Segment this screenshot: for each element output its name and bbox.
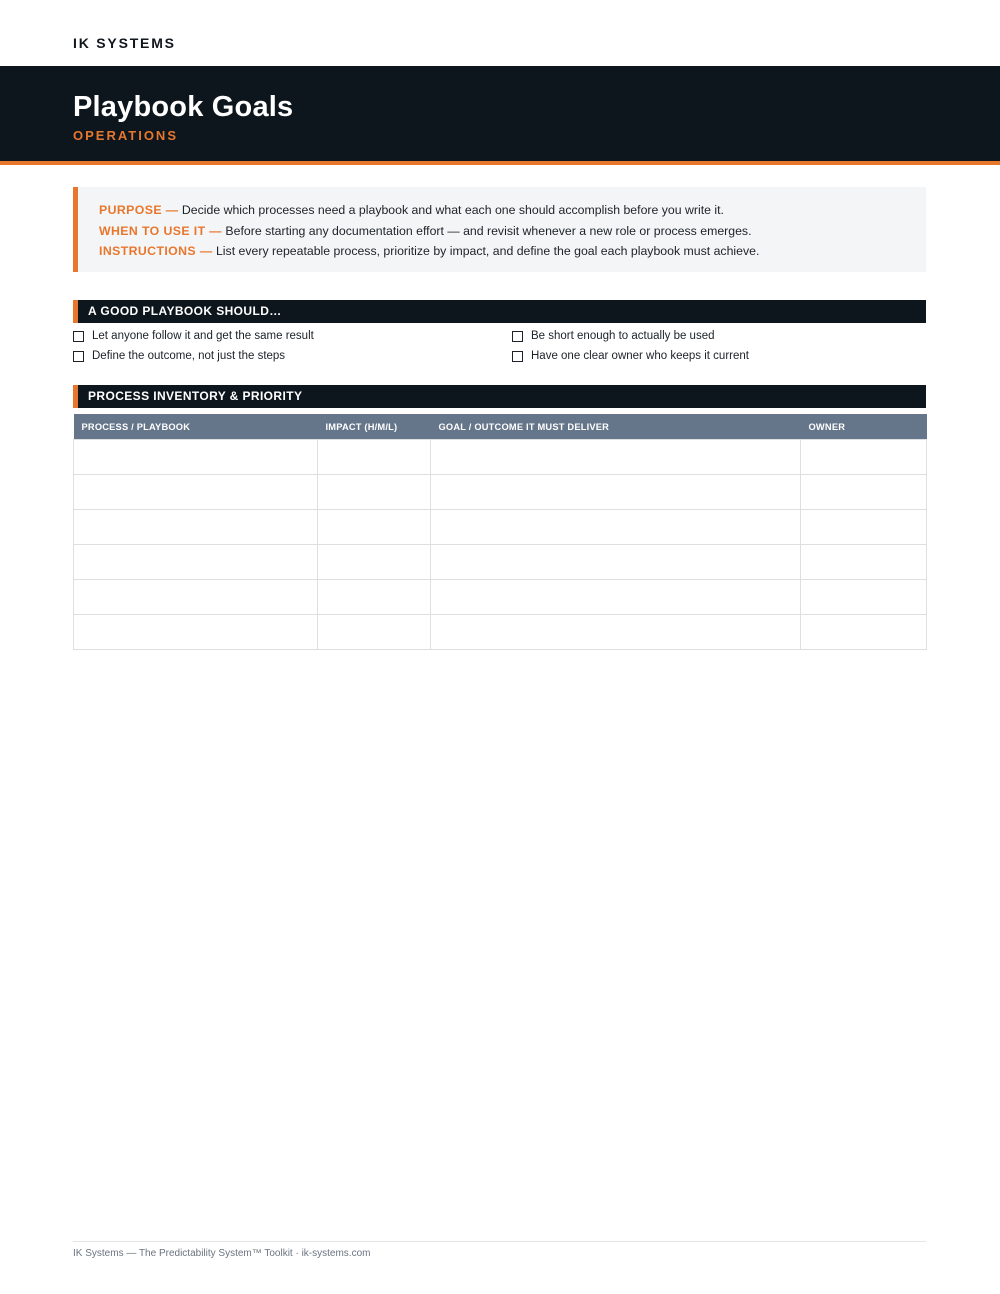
column-header: IMPACT (H/M/L) — [318, 414, 431, 440]
table-cell[interactable] — [801, 440, 927, 475]
table-row — [74, 440, 927, 475]
table-cell[interactable] — [801, 475, 927, 510]
table-row — [74, 475, 927, 510]
table-cell[interactable] — [318, 545, 431, 580]
when-line — [99, 221, 926, 242]
instructions-text: List every repeatable process, prioritize by impact, and define the goal each playbook must achieve. — [215, 244, 760, 258]
purpose-line — [99, 200, 926, 221]
when-label: WHEN TO USE IT — — [99, 223, 222, 238]
table-cell[interactable] — [74, 615, 318, 650]
table-cell[interactable] — [318, 615, 431, 650]
footer-divider — [73, 1241, 926, 1242]
title-banner — [0, 66, 1000, 165]
table-cell[interactable] — [74, 475, 318, 510]
table-cell[interactable] — [318, 475, 431, 510]
checklist-item[interactable] — [73, 350, 285, 362]
checklist-item[interactable] — [512, 350, 749, 362]
column-header: GOAL / OUTCOME IT MUST DELIVER — [431, 414, 801, 440]
table-cell[interactable] — [431, 440, 801, 475]
column-header: OWNER — [801, 414, 927, 440]
table-cell[interactable] — [431, 615, 801, 650]
table-cell[interactable] — [801, 580, 927, 615]
table-row — [74, 615, 927, 650]
table-cell[interactable] — [801, 545, 927, 580]
table-cell[interactable] — [74, 545, 318, 580]
checklist-item-label: Have one clear owner who keeps it current — [531, 350, 749, 362]
when-text: Before starting any documentation effort — and revisit whenever a new role or process emerges. — [225, 223, 752, 238]
table-row — [74, 510, 927, 545]
checklist-item-label: Let anyone follow it and get the same result — [92, 330, 314, 342]
table-cell[interactable] — [318, 440, 431, 475]
checklist-item-label: Define the outcome, not just the steps — [92, 350, 286, 362]
instructions-label: INSTRUCTIONS — — [99, 244, 213, 258]
table-cell[interactable] — [431, 475, 801, 510]
column-header: PROCESS / PLAYBOOK — [74, 414, 318, 440]
table-cell[interactable] — [74, 580, 318, 615]
checklist-item[interactable] — [73, 330, 314, 342]
table-header-row — [74, 414, 927, 440]
brand-name: IK SYSTEMS — [73, 35, 176, 51]
table-cell[interactable] — [431, 580, 801, 615]
table-row — [74, 545, 927, 580]
table-cell[interactable] — [801, 510, 927, 545]
table-cell[interactable] — [74, 440, 318, 475]
inventory-heading: PROCESS INVENTORY & PRIORITY — [73, 385, 926, 408]
page-title: Playbook Goals — [73, 91, 294, 123]
table-cell[interactable] — [74, 510, 318, 545]
checklist-item-label: Be short enough to actually be used — [531, 330, 715, 342]
checklist-heading: A GOOD PLAYBOOK SHOULD… — [73, 300, 926, 323]
table-cell[interactable] — [801, 615, 927, 650]
table-cell[interactable] — [431, 510, 801, 545]
checkbox[interactable] — [73, 351, 84, 362]
table-cell[interactable] — [318, 580, 431, 615]
purpose-label: PURPOSE — — [99, 203, 179, 217]
page-subtitle: OPERATIONS — [73, 128, 178, 143]
table-row — [74, 580, 927, 615]
table-cell[interactable] — [431, 545, 801, 580]
purpose-text: Decide which processes need a playbook and what each one should accomplish before you write it. — [181, 203, 724, 217]
checklist-item[interactable] — [512, 330, 715, 342]
checkbox[interactable] — [512, 331, 523, 342]
table-cell[interactable] — [318, 510, 431, 545]
info-box — [73, 187, 926, 272]
instructions-line — [99, 241, 926, 262]
checkbox[interactable] — [512, 351, 523, 362]
checkbox[interactable] — [73, 331, 84, 342]
inventory-table — [73, 414, 927, 650]
footer-text: IK Systems — The Predictability System™ Toolkit · ik-systems.com — [73, 1248, 371, 1259]
